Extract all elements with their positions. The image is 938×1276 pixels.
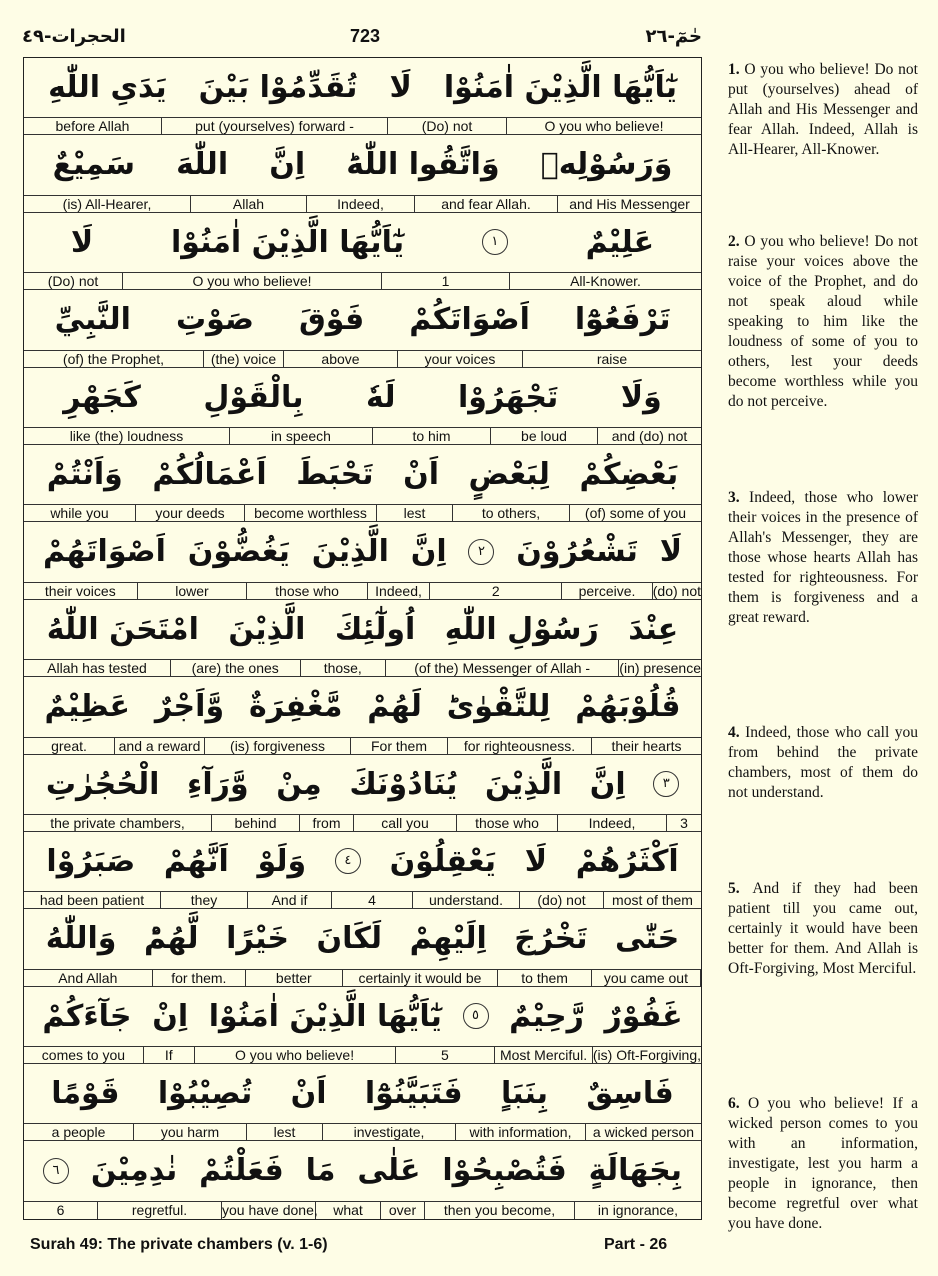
english-gloss-cell: comes to you — [24, 1047, 144, 1063]
translation-text: Indeed, those who lower their voices in the presence of Allah's Messenger, they are those whose hearts Allah has tested for righteousness. For them is forgiveness and a great reward. — [728, 489, 918, 626]
arabic-word: لَهُمْ — [367, 689, 422, 725]
english-gloss-cell: and a reward — [115, 738, 205, 754]
word-by-word-grid — [23, 57, 702, 1220]
verse-row — [24, 368, 701, 445]
english-gloss-cell: 5 — [396, 1047, 496, 1063]
arabic-word: حَتّٰى — [615, 921, 680, 957]
arabic-word: تُصِيْبُوْا — [157, 1076, 253, 1112]
english-gloss-cell: what — [316, 1202, 381, 1219]
verse-number-marker: ١ — [482, 229, 508, 255]
english-gloss-cell: to others, — [453, 505, 570, 521]
english-gloss-cell: (do) not — [520, 892, 604, 908]
arabic-word: لَا — [524, 843, 548, 879]
english-gloss-cell: Indeed, — [558, 815, 667, 831]
verse-row — [24, 909, 701, 986]
verse-translation — [728, 879, 918, 979]
arabic-word: لَهٗ — [366, 379, 396, 415]
english-gloss-cell: Indeed, — [368, 583, 431, 599]
arabic-word: عَلٰى — [357, 1153, 421, 1189]
english-gloss-cell: become worthless — [245, 505, 377, 521]
arabic-word: يُنَادُوْنَكَ — [349, 766, 458, 802]
arabic-word: وَّرَآءِ — [187, 766, 249, 802]
arabic-word: لَكَانَ — [316, 921, 383, 957]
english-gloss-cell: (is) All-Hearer, — [24, 196, 191, 212]
translation-number: 1. — [728, 61, 745, 78]
english-gloss-cell: And Allah — [24, 970, 153, 986]
english-gloss-cell: their voices — [24, 583, 138, 599]
translation-text: O you who believe! Do not raise your voices above the voice of the Prophet, and do not speak aloud while speaking to him like the loudness of some of you to others, lest your deeds become worthless while you do not perceive. — [728, 233, 918, 410]
arabic-word: تَشْعُرُوْنَ — [516, 534, 638, 570]
english-gloss-cell: above — [284, 351, 398, 367]
arabic-word: بَعْضِكُمْ — [579, 456, 679, 492]
arabic-word: تَحْبَطَ — [296, 456, 374, 492]
english-gloss-cell: their hearts — [611, 737, 682, 754]
verse-row — [24, 1141, 701, 1218]
english-gloss-cell: For them — [351, 738, 448, 754]
english-gloss-cell: great. — [24, 738, 115, 754]
arabic-word: جَآءَكُمْ — [42, 998, 132, 1034]
english-gloss-cell: then you become, — [425, 1202, 575, 1219]
english-gloss-cell: you came out — [592, 970, 701, 986]
english-gloss-cell: (are) the ones — [171, 660, 301, 676]
english-gloss-cell: in ignorance, — [597, 1201, 679, 1218]
verse-translation — [728, 723, 918, 803]
english-gloss-line — [24, 969, 701, 987]
english-gloss-cell: those who — [457, 815, 558, 831]
english-gloss-cell: a wicked person — [592, 1124, 695, 1141]
arabic-word: يَعْقِلُوْنَ — [389, 843, 497, 879]
verse-row — [24, 445, 701, 522]
english-gloss-cell: behind — [212, 815, 300, 831]
arabic-word: اُولٰٓئِكَ — [334, 611, 416, 647]
arabic-word: لِلتَّقْوٰىؕ — [446, 689, 551, 725]
english-gloss-cell: they — [161, 892, 248, 908]
arabic-line — [24, 368, 701, 427]
english-gloss-cell: (the) voice — [204, 351, 284, 367]
verse-number-marker: ٥ — [463, 1003, 489, 1029]
translation-text: And if they had been patient till you came out, certainly it would have been better for them. And Allah is Oft-Forgiving, Most Merciful. — [728, 880, 918, 977]
arabic-word: بِجَهَالَةٍ — [588, 1153, 683, 1189]
english-gloss-cell: And if — [248, 892, 332, 908]
arabic-line — [24, 677, 701, 736]
arabic-word: بِنَبَاٍ — [500, 1076, 549, 1112]
arabic-line — [24, 987, 701, 1046]
arabic-line — [24, 58, 701, 117]
arabic-word: تَرْفَعُوْٓا — [574, 302, 671, 338]
english-gloss-cell: to them — [498, 970, 592, 986]
arabic-word: اَنَّهُمْ — [163, 843, 229, 879]
english-gloss-cell: lest — [377, 505, 453, 521]
english-gloss-line — [24, 1046, 701, 1064]
english-gloss-cell: 4 — [332, 892, 413, 908]
arabic-word: امْتَحَنَ اللّٰهُ — [46, 611, 199, 647]
arabic-word: لَا — [659, 534, 683, 570]
verse-translation — [728, 1094, 918, 1234]
arabic-word: الَّذِيْنَ — [228, 611, 306, 647]
arabic-line — [24, 135, 701, 194]
translation-number: 5. — [728, 880, 753, 897]
english-gloss-line — [24, 117, 701, 135]
english-gloss-cell: O you who believe! — [195, 1047, 396, 1063]
english-gloss-cell: Most Merciful. — [495, 1047, 593, 1063]
arabic-word: مَا — [305, 1153, 336, 1189]
arabic-word: يٰٓاَيُّهَا الَّذِيْنَ اٰمَنُوْا — [171, 224, 405, 260]
english-gloss-cell: (of) the Prophet, — [24, 351, 204, 367]
arabic-word: وَاللّٰهُ — [45, 921, 117, 957]
english-gloss-cell: and fear Allah. — [415, 196, 558, 212]
arabic-line — [24, 909, 701, 968]
verse-number-marker: ٣ — [653, 771, 679, 797]
english-gloss-cell: put (yourselves) forward - — [162, 118, 388, 134]
arabic-word: وَاتَّقُوا اللّٰهَؕ — [346, 147, 500, 183]
arabic-word: سَمِيْعٌ — [52, 147, 135, 183]
arabic-word: اَنْ — [403, 456, 439, 492]
arabic-word: اَعْمَالُكُمْ — [152, 456, 267, 492]
english-gloss-line — [24, 350, 701, 368]
english-gloss-cell: better — [246, 970, 342, 986]
english-gloss-cell: before Allah — [24, 118, 162, 134]
arabic-word: لَا — [389, 70, 412, 105]
surah-footer: Surah 49: The private chambers (v. 1-6) — [30, 1236, 328, 1253]
arabic-word: يٰٓاَيُّهَا الَّذِيْنَ اٰمَنُوْا — [443, 70, 677, 105]
arabic-word: نٰدِمِيْنَ — [90, 1153, 178, 1189]
arabic-word: وَرَسُوْلِهٖ — [540, 147, 673, 183]
arabic-word: اَصْوَاتَكُمْ — [409, 302, 530, 338]
arabic-word: كَجَهْرِ — [63, 379, 141, 415]
translation-text: Indeed, those who call you from behind the private chambers, most of them do not understand. — [728, 724, 918, 801]
english-gloss-cell: your deeds — [136, 505, 245, 521]
arabic-line — [24, 1064, 701, 1123]
arabic-line — [24, 522, 701, 581]
english-gloss-cell: while you — [24, 505, 136, 521]
english-gloss-cell: raise — [596, 350, 628, 367]
arabic-word: الَّذِيْنَ — [311, 534, 389, 570]
arabic-word: اَصْوَاتَهُمْ — [42, 534, 166, 570]
english-gloss-cell: your voices — [398, 351, 523, 367]
english-gloss-cell: 3 — [680, 814, 688, 831]
arabic-word: وَّاَجْرٌ — [154, 689, 225, 725]
english-gloss-cell: (in) presence — [619, 660, 701, 677]
english-gloss-cell: for righteousness. — [448, 738, 592, 754]
arabic-word: عِنْدَ — [628, 611, 679, 647]
english-gloss-cell: (of) some of you — [584, 505, 687, 522]
english-gloss-cell: All-Knower. — [570, 273, 641, 290]
arabic-word: فَتَبَيَّنُوْٓا — [364, 1076, 463, 1112]
english-gloss-cell: regretful. — [98, 1202, 222, 1219]
verse-number-marker: ٦ — [43, 1158, 69, 1184]
arabic-word: صَوْتِ — [176, 302, 254, 338]
english-gloss-cell: for them. — [153, 970, 247, 986]
english-gloss-cell: understand. — [413, 892, 520, 908]
english-gloss-line — [24, 427, 701, 445]
english-gloss-cell: with information, — [456, 1124, 586, 1140]
arabic-word: عَظِيْمٌ — [44, 689, 131, 725]
verse-number-marker: ٤ — [335, 848, 361, 874]
arabic-line — [24, 600, 701, 659]
english-gloss-cell: be loud — [491, 428, 598, 444]
arabic-line — [24, 1141, 701, 1200]
arabic-word: وَلَوْ — [257, 843, 307, 879]
verse-row — [24, 58, 701, 135]
english-gloss-line — [24, 195, 701, 213]
arabic-line — [24, 832, 701, 891]
english-gloss-cell: lower — [138, 583, 248, 599]
arabic-line — [24, 445, 701, 504]
english-gloss-line — [24, 582, 701, 600]
english-gloss-cell: like (the) loudness — [24, 428, 230, 444]
verse-row — [24, 213, 701, 290]
english-gloss-cell: in speech — [230, 428, 373, 444]
arabic-line — [24, 290, 701, 349]
arabic-word: فَعَلْتُمْ — [199, 1153, 284, 1189]
english-gloss-cell: most of them — [612, 892, 693, 909]
english-gloss-line — [24, 1123, 701, 1141]
english-gloss-cell: (of the) Messenger of Allah - — [386, 660, 619, 676]
english-gloss-line — [24, 891, 701, 909]
arabic-word: لَا — [70, 224, 94, 260]
arabic-word: الَّذِيْنَ — [484, 766, 563, 802]
english-gloss-line — [24, 1201, 701, 1219]
english-gloss-cell: (is) Oft-Forgiving, — [592, 1047, 702, 1064]
english-gloss-cell: (Do) not — [24, 273, 123, 289]
arabic-word: صَبَرُوْا — [46, 843, 136, 879]
arabic-word: فَوْقَ — [298, 302, 365, 338]
arabic-word: بِالْقَوْلِ — [203, 379, 304, 415]
english-gloss-cell: If — [144, 1047, 195, 1063]
verse-translation — [728, 488, 918, 628]
verse-row — [24, 135, 701, 212]
translation-number: 3. — [728, 489, 750, 506]
english-gloss-cell: those who — [247, 583, 367, 599]
arabic-word: عَلِيْمٌ — [585, 224, 655, 260]
verse-translation — [728, 60, 918, 160]
translation-number: 2. — [728, 233, 745, 250]
part-footer: Part - 26 — [604, 1236, 668, 1253]
english-gloss-cell: investigate, — [323, 1124, 456, 1140]
arabic-word: الْحُجُرٰتِ — [45, 766, 160, 802]
english-gloss-cell: perceive. — [562, 583, 653, 599]
verse-row — [24, 290, 701, 367]
arabic-word: رَّحِيْمٌ — [509, 998, 584, 1034]
verse-row — [24, 522, 701, 599]
english-gloss-cell: 1 — [382, 273, 510, 289]
english-gloss-cell: Indeed, — [307, 196, 415, 212]
arabic-word: غَفُوْرٌ — [604, 998, 683, 1034]
arabic-word: يَغُضُّوْنَ — [187, 534, 290, 570]
arabic-word: تُقَدِّمُوْا بَيْنَ — [198, 70, 358, 105]
arabic-word: فَتُصْبِحُوْا — [442, 1153, 567, 1189]
english-gloss-cell: a people — [24, 1124, 134, 1140]
arabic-line — [24, 755, 701, 814]
arabic-word: اِلَيْهِمْ — [409, 921, 487, 957]
verse-row — [24, 755, 701, 832]
arabic-word: وَاَنْتُمْ — [46, 456, 123, 492]
english-gloss-cell: 6 — [24, 1202, 98, 1219]
arabic-line — [24, 213, 701, 272]
english-gloss-cell: the private chambers, — [24, 815, 212, 831]
verse-row — [24, 832, 701, 909]
english-gloss-cell: O you who believe! — [544, 118, 664, 135]
english-gloss-cell: (is) forgiveness — [205, 738, 351, 754]
arabic-word: النَّبِيِّ — [54, 302, 131, 338]
english-gloss-cell: and His Messenger — [569, 195, 690, 212]
verse-row — [24, 600, 701, 677]
verse-row — [24, 677, 701, 754]
surah-header: الحجرات-٤٩ — [22, 26, 126, 47]
arabic-word: وَلَا — [620, 379, 662, 415]
page-number: 723 — [349, 26, 381, 46]
arabic-word: تَخْرُجَ — [514, 921, 588, 957]
arabic-word: يَدَىِ اللّٰهِ — [48, 70, 167, 105]
translation-text: O you who believe! Do not put (yourselves) ahead of Allah and His Messenger and fear Allah. Indeed, Allah is All-Hearer, All-Knower. — [728, 61, 918, 158]
english-gloss-cell: you have done, — [222, 1201, 318, 1218]
arabic-word: فَاسِقٌ — [586, 1076, 674, 1112]
english-gloss-cell: (Do) not — [388, 118, 507, 134]
english-gloss-cell: from — [300, 815, 354, 831]
english-gloss-cell: (do) not — [652, 582, 701, 599]
verse-translation — [728, 232, 918, 412]
english-gloss-cell: Allah has tested — [24, 660, 171, 676]
english-gloss-cell: you harm — [134, 1124, 247, 1140]
arabic-word: مَّغْفِرَةٌ — [248, 689, 343, 725]
arabic-word: رَسُوْلِ اللّٰهِ — [444, 611, 599, 647]
english-gloss-cell: and (do) not — [611, 427, 688, 444]
arabic-word: قَوْمًا — [51, 1076, 120, 1112]
verse-number-marker: ٢ — [468, 539, 494, 565]
arabic-word: اَنْ — [290, 1076, 327, 1112]
english-gloss-line — [24, 659, 701, 677]
translation-number: 4. — [728, 724, 746, 741]
english-gloss-line — [24, 814, 701, 832]
english-gloss-cell: to him — [373, 428, 491, 444]
part-header: حٰمٓ-٢٦ — [645, 26, 702, 47]
arabic-word: قُلُوْبَهُمْ — [575, 689, 681, 725]
arabic-word: لِبَعْضٍ — [468, 456, 550, 492]
english-gloss-cell: 2 — [430, 583, 562, 599]
english-gloss-cell: lest — [247, 1124, 323, 1140]
arabic-word: اللّٰهَ — [176, 147, 229, 183]
arabic-word: لَّهُمْؕ — [143, 921, 199, 957]
arabic-word: اَكْثَرُهُمْ — [575, 843, 679, 879]
arabic-word: اِنَّ — [269, 147, 306, 183]
arabic-word: مِنْ — [276, 766, 322, 802]
arabic-word: اِنَّ — [589, 766, 626, 802]
english-gloss-line — [24, 504, 701, 522]
arabic-word: اِنْ — [152, 998, 189, 1034]
english-gloss-cell: over — [381, 1202, 425, 1219]
english-gloss-cell: Allah — [191, 196, 307, 212]
english-gloss-cell: those, — [301, 660, 386, 676]
verse-row — [24, 1064, 701, 1141]
arabic-word: يٰٓاَيُّهَا الَّذِيْنَ اٰمَنُوْا — [208, 998, 442, 1034]
arabic-word: اِنَّ — [410, 534, 447, 570]
english-gloss-cell: O you who believe! — [123, 273, 382, 289]
translation-text: O you who believe! If a wicked person comes to you with an information, investigate, lest you harm a people in ignorance, then become regretful over what you have done. — [728, 1095, 918, 1232]
english-gloss-cell: call you — [354, 815, 457, 831]
translation-number: 6. — [728, 1095, 748, 1112]
arabic-word: خَيْرًا — [226, 921, 289, 957]
arabic-word: تَجْهَرُوْا — [457, 379, 559, 415]
english-gloss-cell: certainly it would be — [343, 970, 499, 986]
english-gloss-cell: had been patient — [24, 892, 161, 908]
verse-row — [24, 987, 701, 1064]
english-gloss-line — [24, 272, 701, 290]
english-gloss-line — [24, 737, 701, 755]
